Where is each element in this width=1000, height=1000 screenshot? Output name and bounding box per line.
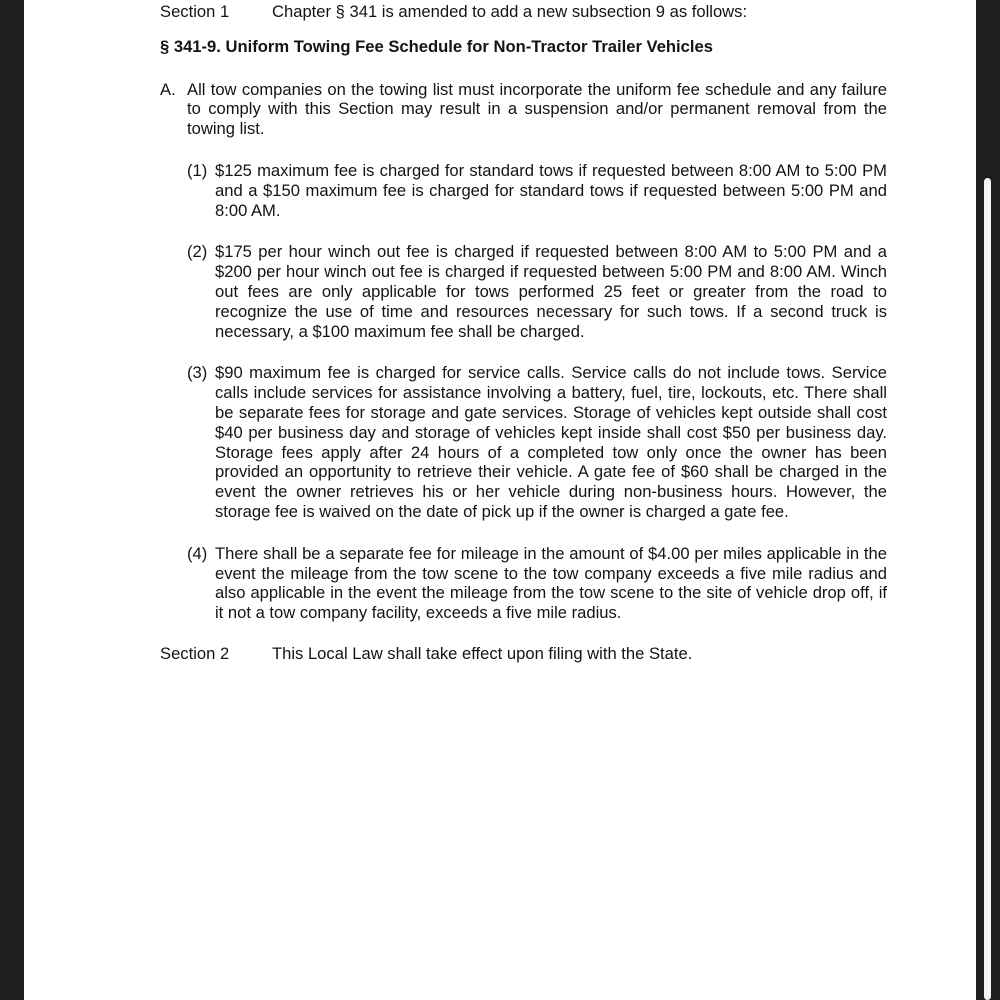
section-1 [160, 2, 887, 22]
document-page [24, 0, 976, 1000]
section-2 [160, 644, 887, 664]
document-body [160, 0, 887, 664]
list-item-text: There shall be a separate fee for mileage in the amount of $4.00 per miles applicable in the event the mileage from the tow scene to the tow company exceeds a five mile radius and also applicable in the event the mileage from the tow scene to the site of vehicle drop off, if it not a tow company facility, exceeds a five mile radius. [215, 543, 887, 623]
list-item-marker: (1) [187, 160, 208, 180]
section-2-text: This Local Law shall take effect upon filing with the State. [272, 643, 693, 663]
list-item-marker: (3) [187, 363, 208, 383]
list-item-3 [187, 363, 887, 521]
list-item-marker: (2) [187, 242, 208, 262]
paragraph-a [160, 80, 887, 139]
list-item-text: $90 maximum fee is charged for service calls. Service calls do not include tows. Service calls include services for assistance involving a battery, fuel, tire, lockouts, etc. There shall be separate fees for storage and gate services. Storage of vehicles kept outside shall cost $40 per business day and storage of vehicles kept inside shall cost $50 per business day. Storage fees apply after 24 hours of a completed tow only once the owner has been provided an opportunity to retrieve their vehicle. A gate fee of $60 shall be charged in the event the owner retrieves his or her vehicle during non-business hours. However, the storage fee is waived on the date of pick up if the owner is charged a gate fee. [215, 363, 887, 521]
list-item-2 [187, 242, 887, 341]
paragraph-a-text: All tow companies on the towing list must incorporate the uniform fee schedule and any failure to comply with this Section may result in a suspension and/or permanent removal from the towing list. [187, 79, 887, 139]
section-2-label: Section 2 [160, 643, 230, 663]
paragraph-a-marker: A. [160, 79, 176, 99]
scrollbar[interactable] [984, 178, 991, 1000]
subsection-heading: § 341-9. Uniform Towing Fee Schedule for Non-Tractor Trailer Vehicles [160, 36, 713, 56]
section-1-text: Chapter § 341 is amended to add a new subsection 9 as follows: [272, 2, 748, 21]
section-1-label: Section 1 [160, 2, 230, 21]
list-item-1 [187, 161, 887, 220]
list-item-text: $175 per hour winch out fee is charged if requested between 8:00 AM to 5:00 PM and a $200 per hour winch out fee is charged if requested between 5:00 PM and 8:00 AM. Winch out fees are only applicable for tows performed 25 feet or greater from the road to recognize the use of time and resources necessary for such tows. If a second truck is necessary, a $100 maximum fee shall be charged. [215, 242, 887, 341]
list-item-marker: (4) [187, 543, 208, 563]
list-item-text: $125 maximum fee is charged for standard tows if requested between 8:00 AM to 5:00 PM and a $150 maximum fee is charged for standard tows if requested between 5:00 PM and 8:00 AM. [215, 160, 887, 220]
list-item-4 [187, 544, 887, 623]
